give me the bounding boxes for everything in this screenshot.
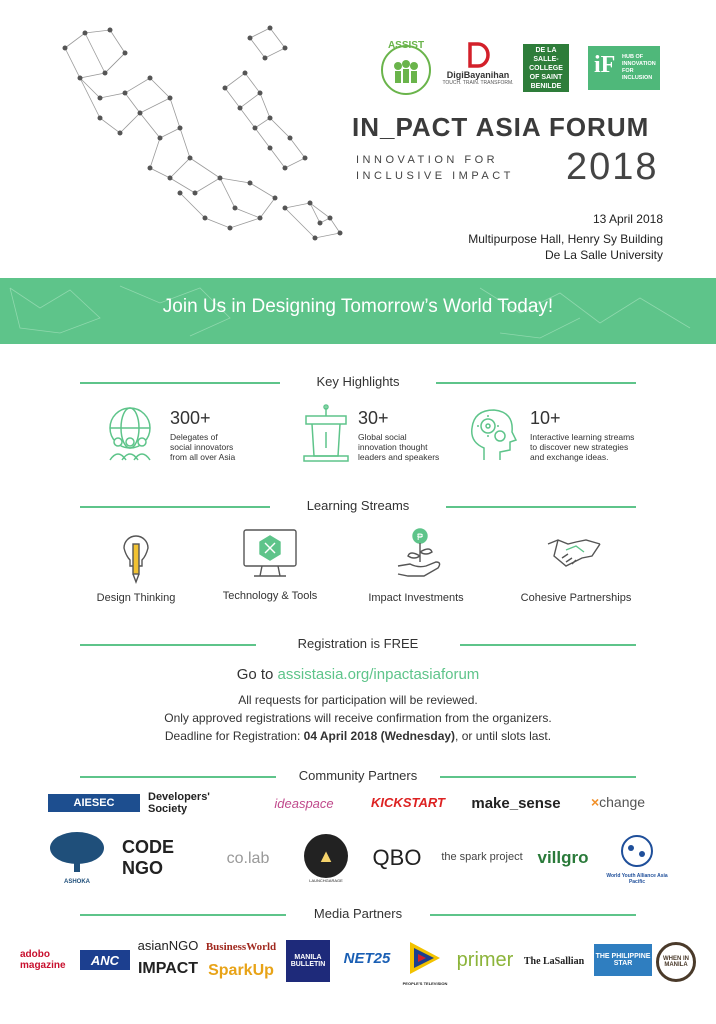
ashoka-tree-icon — [48, 830, 106, 874]
partner-villgro-logo: villgro — [537, 848, 589, 867]
highlight-speakers — [300, 404, 460, 464]
join-banner — [0, 278, 716, 344]
partner-code-ngo-logo: CODE NGO — [122, 837, 175, 878]
assist-logo-text: ASSIST — [387, 40, 425, 51]
digibayanihan-d-icon — [466, 42, 490, 68]
partner-spark-project-logo: the spark project — [441, 851, 523, 863]
highlight-description — [358, 432, 468, 462]
registration-heading — [80, 634, 636, 656]
registration-review-note: All requests for participation will be reviewed. — [238, 693, 478, 707]
highlight-number: 300+ — [170, 408, 211, 428]
stream-design-thinking: Design Thinking — [96, 592, 176, 604]
media-sparkup-logo: SparkUp — [208, 962, 274, 979]
desc-line: Delegates of — [170, 432, 218, 442]
desc-line: and exchange ideas. — [530, 452, 609, 462]
event-year: 2018 — [566, 146, 659, 188]
community-partners-heading — [80, 766, 636, 788]
deadline-date: 04 April 2018 (Wednesday) — [303, 729, 456, 743]
xchange-x-icon: × — [590, 794, 600, 810]
highlight-delegates — [100, 404, 260, 464]
partner-qbo-logo: QBO — [372, 845, 422, 870]
partner-aiesec-logo: AIESEC — [48, 794, 140, 812]
head-gears-icon — [462, 404, 522, 464]
xchange-text: change — [599, 794, 646, 810]
media-lasallian-logo: The LaSallian — [523, 955, 585, 967]
desc-line: leaders and speakers — [358, 452, 440, 462]
media-ptv-logo — [400, 940, 450, 986]
globe-people-icon — [100, 404, 160, 464]
desc-line: Interactive learning streams — [530, 432, 635, 442]
partner-xchange-logo — [576, 790, 660, 814]
media-primer-logo: primer — [456, 948, 514, 971]
digibayanihan-name: DigiBayanihan — [446, 70, 510, 80]
partner-kickstart-logo: KICKSTART — [371, 794, 445, 810]
subtitle-line2: INCLUSIVE IMPACT — [356, 170, 514, 182]
stream-impact-investments: Impact Investments — [368, 592, 464, 604]
launchgarage-text: LAUNCHGARAGE — [309, 878, 343, 883]
hand-coin-plant-icon — [396, 526, 444, 582]
community-partners-label: Community Partners — [298, 768, 418, 783]
media-businessworld-logo: BusinessWorld — [205, 941, 277, 953]
partner-world-youth-alliance-logo — [606, 834, 668, 884]
registration-approval-note: Only approved registrations will receive confirmation from the organizers. — [164, 711, 552, 725]
media-asianngo-logo: asianNGO — [137, 937, 199, 953]
media-manila-bulletin-logo: MANILA BULLETIN — [286, 940, 330, 982]
event-title: IN_PACT ASIA FORUM — [352, 112, 650, 142]
key-highlights-label: Key Highlights — [316, 374, 400, 389]
highlight-description — [170, 432, 270, 462]
launchgarage-rocket-icon: ▲ — [304, 834, 348, 878]
event-subtitle — [356, 152, 556, 184]
event-date: 13 April 2018 — [592, 212, 663, 226]
desc-line: to discover new strategies — [530, 442, 629, 452]
media-partners-label: Media Partners — [313, 906, 403, 921]
stream-technology-tools: Technology & Tools — [222, 590, 318, 602]
registration-url-link[interactable]: assistasia.org/inpactasiaforum — [277, 666, 480, 683]
ptv-text: PEOPLE'S TELEVISION — [402, 981, 448, 986]
media-when-in-manila-logo: WHEN IN MANILA — [656, 942, 696, 982]
wya-globe-icon — [606, 834, 668, 868]
assist-logo — [378, 40, 434, 96]
dlsu-csb-text: DE LA SALLE-COLLEGE OF SAINT BENILDE — [529, 46, 563, 90]
deadline-suffix: , or until slots last. — [455, 729, 552, 743]
dlsu-csb-logo — [523, 44, 569, 92]
subtitle-line1: INNOVATION FOR — [356, 154, 499, 166]
partner-developers-society-logo: Developers' Society — [148, 791, 210, 815]
partner-ideaspace-logo: ideaspace — [274, 795, 334, 811]
media-philstar-logo: THE PHILIPPINE STAR — [594, 944, 652, 976]
key-highlights-heading — [80, 372, 636, 394]
hub-text: HUB OF INNOVATION FOR INCLUSION — [622, 54, 656, 81]
registration-label: Registration is FREE — [297, 636, 419, 651]
desc-line: from all over Asia — [170, 452, 236, 462]
media-adobo-logo: adobo magazine — [20, 949, 66, 971]
handshake-icon — [546, 534, 602, 570]
highlight-number: 10+ — [530, 408, 561, 428]
learning-streams-label: Learning Streams — [306, 498, 410, 513]
partner-makesense-logo: make_sense — [471, 794, 561, 812]
desc-line: Global social — [358, 432, 407, 442]
stream-cohesive-partnerships: Cohesive Partnerships — [520, 592, 632, 604]
highlight-description — [530, 432, 646, 462]
partner-colab-logo: co.lab — [226, 850, 270, 867]
media-impact-logo: IMPACT — [137, 960, 199, 977]
registration-link-line — [0, 666, 716, 683]
media-anc-logo: ANC — [80, 950, 130, 970]
digibayanihan-tagline: TOUCH. TRAIN. TRANSFORM. — [442, 80, 514, 86]
event-venue-line2: De La Salle University — [544, 248, 663, 262]
deadline-prefix: Deadline for Registration: — [164, 729, 301, 743]
podium-icon — [300, 404, 352, 464]
ashoka-text: ASHOKA — [63, 879, 90, 885]
highlight-number: 30+ — [358, 408, 389, 428]
asia-network-map — [30, 18, 360, 248]
digibayanihan-logo — [440, 42, 516, 92]
media-partners-heading — [80, 904, 636, 926]
go-to-text: Go to — [236, 666, 274, 683]
learning-streams-heading — [80, 496, 636, 518]
ptv-flag-icon — [400, 940, 450, 976]
partner-launchgarage-logo — [304, 834, 348, 884]
media-net25-logo: NET25 — [343, 949, 391, 967]
hub-if-mark: iF — [594, 52, 616, 78]
event-venue-line1: Multipurpose Hall, Henry Sy Building — [468, 232, 663, 246]
registration-deadline — [0, 729, 716, 743]
monitor-tools-icon — [240, 528, 300, 580]
hub-inclusion-logo — [588, 46, 660, 90]
highlight-streams — [462, 404, 642, 464]
wya-text: World Youth Alliance Asia Pacific — [606, 873, 668, 885]
desc-line: innovation thought — [358, 442, 428, 452]
partner-ashoka-logo — [48, 830, 106, 886]
lightbulb-pencil-icon — [116, 530, 156, 586]
svg-text:₱: ₱ — [417, 532, 424, 542]
desc-line: social innovators — [170, 442, 234, 452]
banner-text: Join Us in Designing Tomorrow’s World Today! — [162, 296, 554, 317]
